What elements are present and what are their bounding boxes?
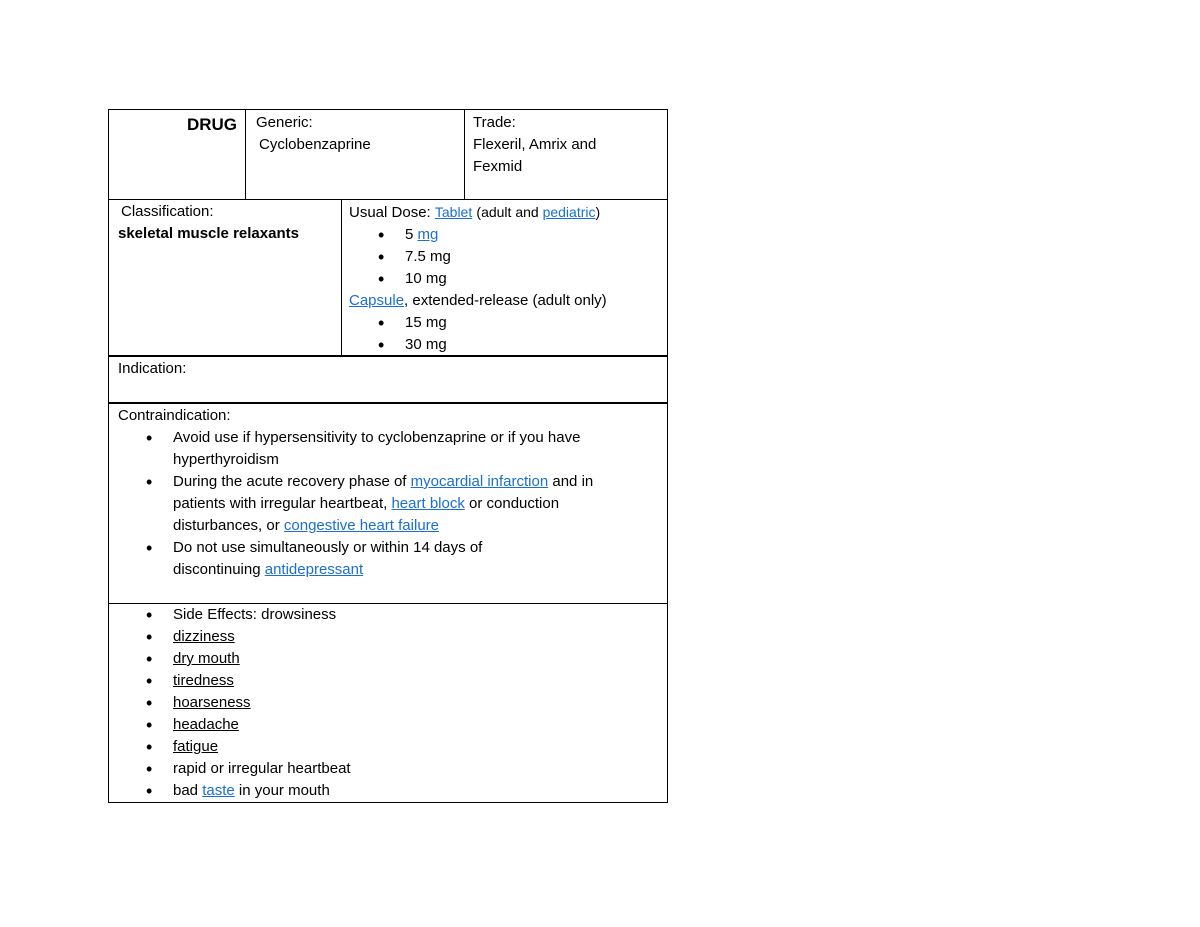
side-effect-link[interactable]: headache <box>173 716 239 733</box>
antidepressant-link[interactable]: antidepressant <box>264 561 364 578</box>
drug-label: DRUG <box>186 115 237 134</box>
usual-dose-line <box>349 201 661 224</box>
generic-cell <box>245 109 464 199</box>
side-effect-link[interactable]: fatigue <box>173 738 219 755</box>
list-item <box>173 626 659 648</box>
contraindication-text: hyperthyroidism <box>173 451 279 468</box>
classification-cell <box>108 199 341 356</box>
list-item: • Side Effects: drowsiness <box>173 604 659 626</box>
side-effect-text: bad <box>173 782 199 799</box>
trade-value-line1: Flexeril, Amrix and <box>473 136 597 153</box>
side-effect-link[interactable]: dizziness <box>173 628 235 645</box>
side-effect-link[interactable]: tiredness <box>173 672 234 689</box>
list-item <box>173 692 659 714</box>
contraindication-text: patients with irregular heartbeat, <box>173 495 388 512</box>
classification-label: Classification: <box>121 203 214 220</box>
usual-dose-label: Usual Dose: <box>349 204 431 221</box>
list-item <box>173 736 659 758</box>
capsule-link[interactable]: Capsule <box>349 292 405 309</box>
contraindication-label: Contraindication: <box>118 407 231 424</box>
list-item: • 15 mg <box>405 312 661 334</box>
contraindication-line <box>173 471 659 493</box>
mg-link[interactable]: mg <box>417 226 439 243</box>
side-effect-text: in your mouth <box>238 782 330 799</box>
contraindication-text: or conduction <box>469 495 560 512</box>
myocardial-infarction-link[interactable]: myocardial infarction <box>410 473 549 490</box>
contraindication-text: During the acute recovery phase of <box>173 473 407 490</box>
capsule-rest-text: , extended-release (adult only) <box>404 292 607 309</box>
capsule-line <box>349 290 661 312</box>
contraindication-text: disturbances, or <box>173 517 280 534</box>
list-item: • rapid or irregular heartbeat <box>173 758 659 780</box>
contraindication-text: discontinuing <box>173 561 261 578</box>
trade-value-line2: Fexmid <box>473 158 523 175</box>
contraindication-list <box>109 427 659 581</box>
tablet-link[interactable]: Tablet <box>434 204 473 220</box>
usual-dose-cell <box>341 199 668 356</box>
side-effect-link[interactable]: dry mouth <box>173 650 240 667</box>
tablet-close-text: ) <box>595 204 601 220</box>
congestive-heart-failure-link[interactable]: congestive heart failure <box>283 517 439 534</box>
list-item <box>173 427 659 471</box>
side-effects-cell <box>108 603 668 803</box>
trade-cell <box>464 109 668 199</box>
indication-cell <box>108 355 668 402</box>
list-item <box>173 537 659 581</box>
list-item <box>173 471 659 537</box>
list-item <box>405 224 661 246</box>
list-item: • 7.5 mg <box>405 246 661 268</box>
list-item <box>173 648 659 670</box>
dose-number: 5 <box>405 226 414 243</box>
list-item <box>173 670 659 692</box>
list-item <box>173 780 659 802</box>
trade-label: Trade: <box>473 114 516 131</box>
contraindication-line <box>173 515 659 537</box>
taste-link[interactable]: taste <box>202 782 235 799</box>
contraindication-text: • Do not use simultaneously or within 14 days of <box>173 539 483 556</box>
contraindication-line <box>173 559 659 581</box>
drug-label-cell <box>108 109 245 199</box>
generic-label: Generic: <box>256 114 313 131</box>
heart-block-link[interactable]: heart block <box>391 495 465 512</box>
side-effect-link[interactable]: hoarseness <box>173 694 251 711</box>
indication-label: Indication: <box>118 360 187 377</box>
capsule-dose-list <box>349 312 661 356</box>
classification-value: skeletal muscle relaxants <box>118 225 299 242</box>
list-item <box>173 714 659 736</box>
tablet-open-text: (adult and <box>476 204 539 220</box>
generic-value: Cyclobenzaprine <box>259 136 371 153</box>
side-effects-list <box>109 604 659 802</box>
contraindication-text: and in <box>552 473 594 490</box>
drug-card <box>108 109 668 803</box>
contraindication-text: • Avoid use if hypersensitivity to cyclobenzaprine or if you have <box>173 429 581 446</box>
pediatric-link[interactable]: pediatric <box>542 204 596 220</box>
list-item: • 10 mg <box>405 268 661 290</box>
tablet-dose-list <box>349 224 661 290</box>
contraindication-cell <box>108 402 668 603</box>
list-item: • 30 mg <box>405 334 661 356</box>
contraindication-line <box>173 493 659 515</box>
